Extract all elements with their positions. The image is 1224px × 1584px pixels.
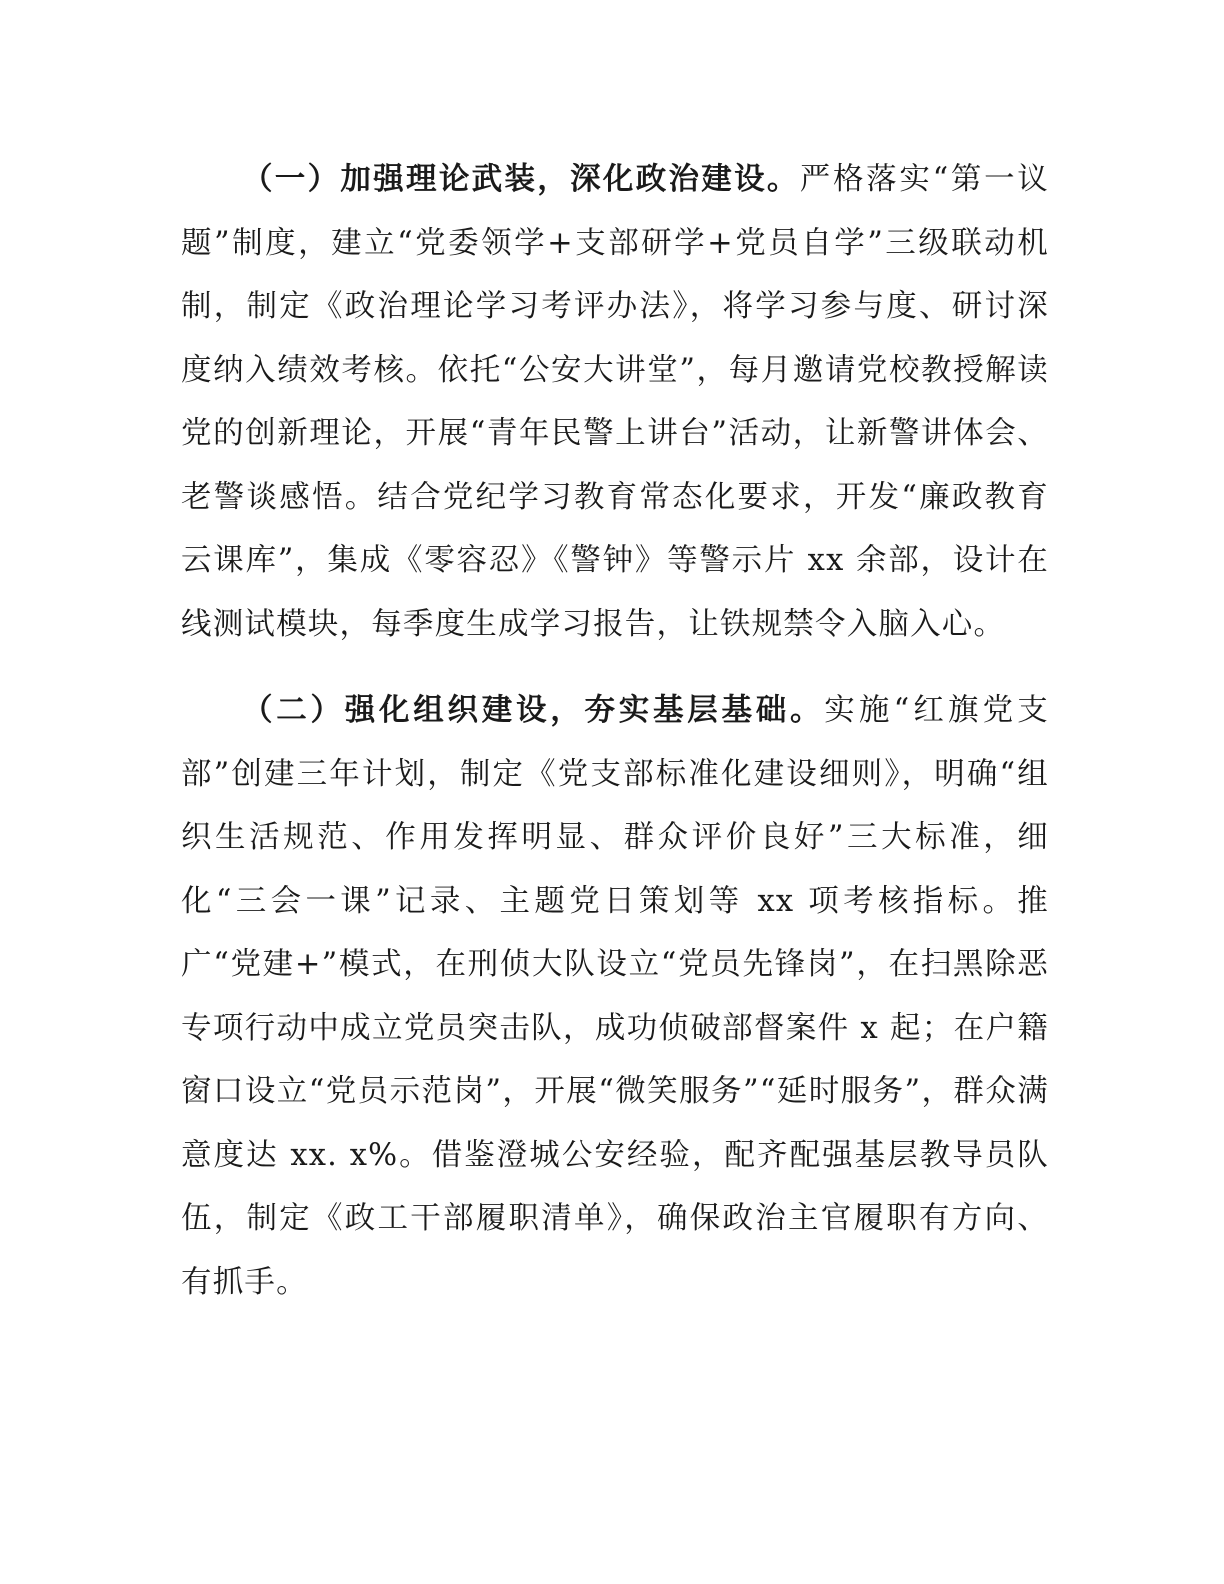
section-heading-2: （二）强化组织建设，夯实基层基础。 bbox=[242, 693, 825, 728]
document-body bbox=[181, 148, 1049, 1314]
section-heading-1: （一）加强理论武装，深化政治建设。 bbox=[242, 162, 800, 197]
section-paragraph-2 bbox=[181, 679, 1049, 1314]
section-paragraph-1 bbox=[181, 148, 1049, 656]
section-body-1: 严格落实“第一议题”制度，建立“党委领学+支部研学+党员自学”三级联动机制，制定《政治理论学习考评办法》，将学习参与度、研讨深度纳入绩效考核。依托“公安大讲堂”，每月邀请党校教授解读党的创新理论，开展“青年民警上讲台”活动，让新警讲体会、老警谈感悟。结合党纪学习教育常态化要求，开发“廉政教育云课库”，集成《零容忍》《警钟》等警示片 xx 余部，设计在线测试模块，每季度生成学习报告，让铁规禁令入脑入心。 bbox=[181, 162, 1049, 642]
section-body-2: 实施“红旗党支部”创建三年计划，制定《党支部标准化建设细则》，明确“组织生活规范、作用发挥明显、群众评价良好”三大标准，细化“三会一课”记录、主题党日策划等 xx 项考核指标。推广“党建+”模式，在刑侦大队设立“党员先锋岗”，在扫黑除恶专项行动中成立党员突击队，成功侦破部督案件 x 起；在户籍窗口设立“党员示范岗”，开展“微笑服务”“延时服务”，群众满意度达 xx. x%。借鉴澄城公安经验，配齐配强基层教导员队伍，制定《政工干部履职清单》，确保政治主官履职有方向、有抓手。 bbox=[181, 693, 1049, 1300]
